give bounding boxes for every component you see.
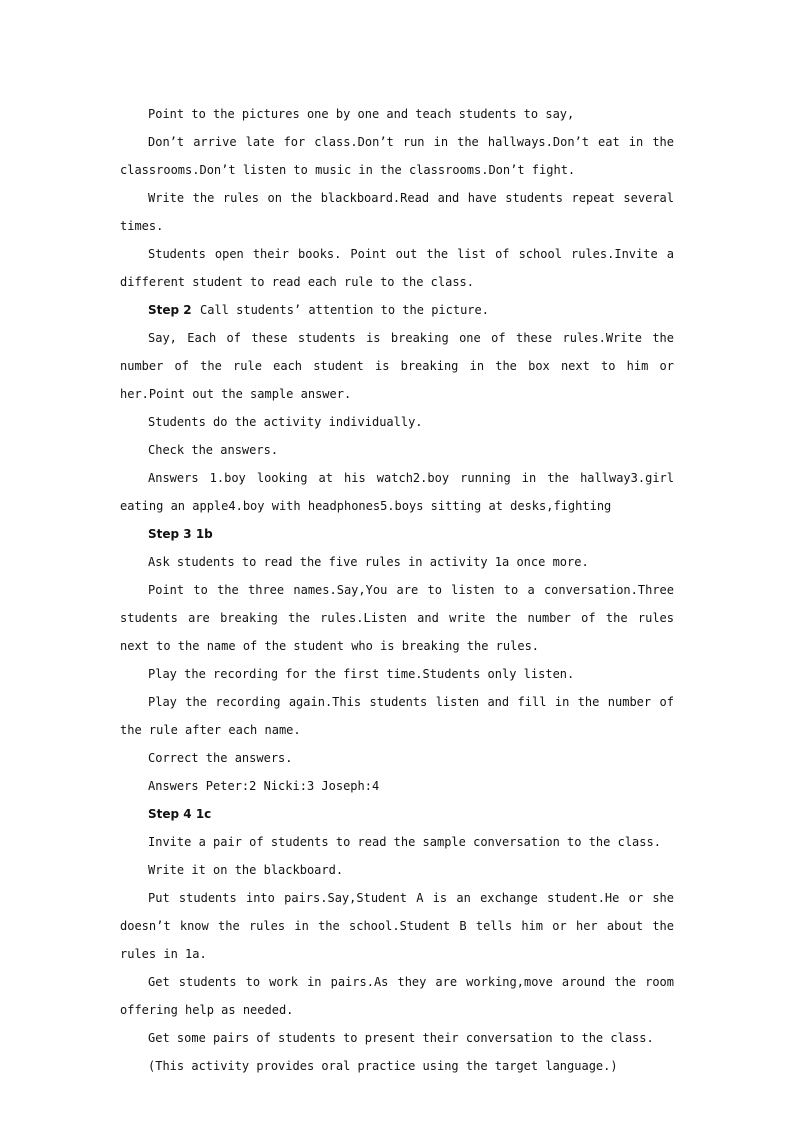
paragraph-each-student: Say, Each of these students is breaking one of these rules.Write the number of the rule each student is breaking in the box next to him or her.Point out the sample answer. <box>120 331 674 401</box>
paragraph-check-answers: Check the answers. <box>148 443 279 457</box>
paragraph-present: Get some pairs of students to present their conversation to the class. <box>148 1031 654 1045</box>
paragraph-three-names: Point to the three names.Say,You are to listen to a conversation.Three students are breaking the rules.Listen and write the number of the rules next to the name of the student who is breaking the rules. <box>120 583 674 653</box>
paragraph-first-play: Play the recording for the first time.Students only listen. <box>148 667 575 681</box>
step-2-text: Call students’ attention to the picture. <box>200 303 489 317</box>
paragraph-write-rules: Write the rules on the blackboard.Read and have students repeat several times. <box>120 191 674 233</box>
paragraph-read-rules: Ask students to read the five rules in activity 1a once more. <box>148 555 589 569</box>
paragraph-answers-1b: Answers Peter:2 Nicki:3 Joseph:4 <box>148 779 380 793</box>
paragraph-second-play: Play the recording again.This students listen and fill in the number of the rule after each name. <box>120 695 674 737</box>
paragraph-note: (This activity provides oral practice using the target language.) <box>148 1059 618 1073</box>
paragraph-rules-list: Don’t arrive late for class.Don’t run in the hallways.Don’t eat in the classrooms.Don’t listen to music in the classrooms.Don’t fight. <box>120 135 674 177</box>
paragraph-individually: Students do the activity individually. <box>148 415 423 429</box>
paragraph-pairs-roles: Put students into pairs.Say,Student A is an exchange student.He or she doesn’t know the rules in the school.Student B tells him or her about the rules in 1a. <box>120 891 674 961</box>
step-4-heading: Step 4 1c <box>148 807 212 821</box>
paragraph-write-blackboard: Write it on the blackboard. <box>148 863 344 877</box>
document-page <box>120 100 674 1080</box>
paragraph-intro: Point to the pictures one by one and teach students to say, <box>148 107 575 121</box>
paragraph-work-pairs: Get students to work in pairs.As they are working,move around the room offering help as needed. <box>120 975 674 1017</box>
paragraph-open-books: Students open their books. Point out the list of school rules.Invite a different student to read each rule to the class. <box>120 247 674 289</box>
step-2-heading <box>120 296 674 324</box>
step-2-label: Step 2 <box>148 303 192 317</box>
step-3-heading: Step 3 1b <box>148 527 213 541</box>
paragraph-invite-pair: Invite a pair of students to read the sample conversation to the class. <box>148 835 661 849</box>
paragraph-answers-1a: Answers 1.boy looking at his watch2.boy running in the hallway3.girl eating an apple4.boy with headphones5.boys sitting at desks,fighting <box>120 471 674 513</box>
paragraph-correct-answers: Correct the answers. <box>148 751 293 765</box>
